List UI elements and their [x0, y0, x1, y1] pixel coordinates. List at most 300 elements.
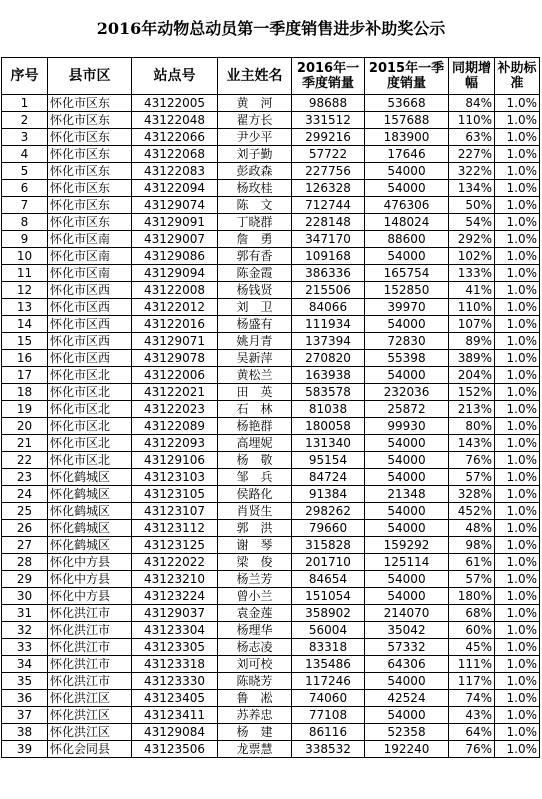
cell-subsidy-rate: 1.0%: [495, 537, 540, 554]
cell-subsidy-rate: 1.0%: [495, 129, 540, 146]
cell-county: 怀化市区南: [48, 265, 132, 282]
cell-growth: 152%: [449, 384, 495, 401]
table-row: [2, 418, 540, 435]
cell-sales-2015: 476306: [365, 197, 449, 214]
table-row: [2, 452, 540, 469]
cell-station: 43129078: [132, 350, 218, 367]
cell-sales-2016: 228148: [292, 214, 365, 231]
cell-county: 怀化鹤城区: [48, 520, 132, 537]
cell-index: 15: [2, 333, 48, 350]
cell-index: 24: [2, 486, 48, 503]
cell-county: 怀化市区东: [48, 129, 132, 146]
cell-subsidy-rate: 1.0%: [495, 231, 540, 248]
cell-subsidy-rate: 1.0%: [495, 639, 540, 656]
cell-county: 怀化鹤城区: [48, 537, 132, 554]
table-header: [2, 58, 540, 95]
cell-owner: 侯路化: [218, 486, 292, 503]
cell-sales-2016: 98688: [292, 95, 365, 112]
cell-subsidy-rate: 1.0%: [495, 248, 540, 265]
cell-station: 43123112: [132, 520, 218, 537]
cell-subsidy-rate: 1.0%: [495, 673, 540, 690]
cell-station: 43129086: [132, 248, 218, 265]
cell-index: 33: [2, 639, 48, 656]
cell-station: 43129094: [132, 265, 218, 282]
table-row: [2, 316, 540, 333]
cell-owner: 陈晓芳: [218, 673, 292, 690]
table-row: [2, 554, 540, 571]
cell-index: 23: [2, 469, 48, 486]
cell-station: 43123107: [132, 503, 218, 520]
cell-county: 怀化中方县: [48, 571, 132, 588]
cell-sales-2016: 163938: [292, 367, 365, 384]
table-row: [2, 707, 540, 724]
cell-sales-2015: 54000: [365, 163, 449, 180]
cell-sales-2016: 74060: [292, 690, 365, 707]
table-row: [2, 282, 540, 299]
header-sales-2015: 2015年一季度销量: [365, 58, 449, 95]
cell-county: 怀化市区东: [48, 112, 132, 129]
cell-station: 43122021: [132, 384, 218, 401]
cell-county: 怀化洪江市: [48, 605, 132, 622]
cell-sales-2015: 148024: [365, 214, 449, 231]
cell-sales-2016: 358902: [292, 605, 365, 622]
cell-index: 10: [2, 248, 48, 265]
cell-county: 怀化鹤城区: [48, 503, 132, 520]
cell-county: 怀化市区西: [48, 299, 132, 316]
cell-station: 43123224: [132, 588, 218, 605]
cell-growth: 80%: [449, 418, 495, 435]
header-sales-2016: 2016年一季度销量: [292, 58, 365, 95]
cell-growth: 322%: [449, 163, 495, 180]
table-row: [2, 639, 540, 656]
cell-growth: 328%: [449, 486, 495, 503]
cell-sales-2016: 180058: [292, 418, 365, 435]
cell-subsidy-rate: 1.0%: [495, 350, 540, 367]
table-row: [2, 129, 540, 146]
cell-owner: 刘子勤: [218, 146, 292, 163]
cell-station: 43123411: [132, 707, 218, 724]
cell-index: 22: [2, 452, 48, 469]
cell-subsidy-rate: 1.0%: [495, 265, 540, 282]
cell-owner: 陈 文: [218, 197, 292, 214]
cell-sales-2016: 84724: [292, 469, 365, 486]
header-growth: 同期增幅: [449, 58, 495, 95]
cell-sales-2016: 84066: [292, 299, 365, 316]
table-row: [2, 469, 540, 486]
cell-station: 43123125: [132, 537, 218, 554]
cell-growth: 50%: [449, 197, 495, 214]
cell-county: 怀化市区东: [48, 214, 132, 231]
table-row: [2, 520, 540, 537]
table-row: [2, 435, 540, 452]
cell-owner: 陈金霞: [218, 265, 292, 282]
cell-owner: 詹 勇: [218, 231, 292, 248]
cell-station: 43122005: [132, 95, 218, 112]
cell-index: 8: [2, 214, 48, 231]
cell-subsidy-rate: 1.0%: [495, 146, 540, 163]
cell-sales-2015: 54000: [365, 571, 449, 588]
cell-subsidy-rate: 1.0%: [495, 95, 540, 112]
cell-index: 38: [2, 724, 48, 741]
cell-owner: 梁 俊: [218, 554, 292, 571]
cell-subsidy-rate: 1.0%: [495, 554, 540, 571]
cell-sales-2015: 54000: [365, 180, 449, 197]
cell-sales-2015: 54000: [365, 469, 449, 486]
cell-owner: 尹少平: [218, 129, 292, 146]
cell-sales-2016: 109168: [292, 248, 365, 265]
cell-subsidy-rate: 1.0%: [495, 384, 540, 401]
cell-sales-2015: 232036: [365, 384, 449, 401]
cell-subsidy-rate: 1.0%: [495, 588, 540, 605]
cell-growth: 54%: [449, 214, 495, 231]
cell-county: 怀化洪江区: [48, 724, 132, 741]
cell-sales-2015: 183900: [365, 129, 449, 146]
cell-county: 怀化市区东: [48, 197, 132, 214]
cell-growth: 110%: [449, 299, 495, 316]
cell-sales-2015: 159292: [365, 537, 449, 554]
cell-owner: 黄松兰: [218, 367, 292, 384]
cell-county: 怀化洪江市: [48, 622, 132, 639]
cell-sales-2016: 81038: [292, 401, 365, 418]
cell-subsidy-rate: 1.0%: [495, 214, 540, 231]
cell-station: 43122083: [132, 163, 218, 180]
cell-county: 怀化市区北: [48, 452, 132, 469]
table-row: [2, 724, 540, 741]
cell-county: 怀化鹤城区: [48, 469, 132, 486]
cell-county: 怀化市区南: [48, 248, 132, 265]
cell-index: 31: [2, 605, 48, 622]
cell-owner: 姚月青: [218, 333, 292, 350]
table-row: [2, 95, 540, 112]
cell-owner: 肖贤生: [218, 503, 292, 520]
table-row: [2, 146, 540, 163]
cell-owner: 袁金莲: [218, 605, 292, 622]
cell-station: 43123210: [132, 571, 218, 588]
cell-index: 26: [2, 520, 48, 537]
cell-sales-2016: 331512: [292, 112, 365, 129]
cell-growth: 110%: [449, 112, 495, 129]
cell-owner: 杨盛有: [218, 316, 292, 333]
cell-station: 43123305: [132, 639, 218, 656]
table-row: [2, 265, 540, 282]
header-subsidy-rate: 补助标准: [495, 58, 540, 95]
cell-sales-2015: 54000: [365, 588, 449, 605]
cell-sales-2016: 201710: [292, 554, 365, 571]
cell-index: 20: [2, 418, 48, 435]
cell-growth: 41%: [449, 282, 495, 299]
cell-county: 怀化市区东: [48, 95, 132, 112]
cell-owner: 杨兰芳: [218, 571, 292, 588]
cell-growth: 76%: [449, 741, 495, 758]
cell-index: 39: [2, 741, 48, 758]
cell-sales-2015: 54000: [365, 248, 449, 265]
cell-sales-2015: 57332: [365, 639, 449, 656]
table-row: [2, 690, 540, 707]
cell-sales-2016: 83318: [292, 639, 365, 656]
cell-owner: 翟方长: [218, 112, 292, 129]
cell-sales-2016: 91384: [292, 486, 365, 503]
cell-station: 43122066: [132, 129, 218, 146]
cell-growth: 89%: [449, 333, 495, 350]
cell-growth: 57%: [449, 571, 495, 588]
cell-sales-2015: 88600: [365, 231, 449, 248]
cell-county: 怀化市区北: [48, 401, 132, 418]
cell-growth: 45%: [449, 639, 495, 656]
cell-growth: 180%: [449, 588, 495, 605]
table-row: [2, 333, 540, 350]
cell-county: 怀化会同县: [48, 741, 132, 758]
cell-growth: 134%: [449, 180, 495, 197]
cell-growth: 43%: [449, 707, 495, 724]
subsidy-table: [1, 57, 540, 758]
table-row: [2, 197, 540, 214]
cell-sales-2015: 192240: [365, 741, 449, 758]
cell-station: 43129106: [132, 452, 218, 469]
cell-sales-2015: 52358: [365, 724, 449, 741]
cell-owner: 刘 卫: [218, 299, 292, 316]
table-row: [2, 384, 540, 401]
cell-station: 43122006: [132, 367, 218, 384]
cell-growth: 107%: [449, 316, 495, 333]
cell-sales-2016: 338532: [292, 741, 365, 758]
cell-index: 27: [2, 537, 48, 554]
cell-county: 怀化洪江区: [48, 690, 132, 707]
cell-sales-2016: 77108: [292, 707, 365, 724]
cell-subsidy-rate: 1.0%: [495, 605, 540, 622]
cell-owner: 曾小兰: [218, 588, 292, 605]
cell-subsidy-rate: 1.0%: [495, 707, 540, 724]
cell-index: 14: [2, 316, 48, 333]
table-row: [2, 673, 540, 690]
cell-station: 43122008: [132, 282, 218, 299]
cell-station: 43122012: [132, 299, 218, 316]
cell-county: 怀化洪江市: [48, 656, 132, 673]
cell-sales-2016: 270820: [292, 350, 365, 367]
cell-station: 43129074: [132, 197, 218, 214]
cell-county: 怀化洪江市: [48, 673, 132, 690]
cell-growth: 98%: [449, 537, 495, 554]
cell-county: 怀化鹤城区: [48, 486, 132, 503]
cell-station: 43123304: [132, 622, 218, 639]
cell-county: 怀化市区北: [48, 384, 132, 401]
cell-index: 5: [2, 163, 48, 180]
table-row: [2, 741, 540, 758]
cell-growth: 61%: [449, 554, 495, 571]
cell-sales-2015: 17646: [365, 146, 449, 163]
table-body: [2, 95, 540, 758]
cell-station: 43122094: [132, 180, 218, 197]
cell-sales-2016: 315828: [292, 537, 365, 554]
cell-growth: 213%: [449, 401, 495, 418]
cell-growth: 204%: [449, 367, 495, 384]
cell-subsidy-rate: 1.0%: [495, 452, 540, 469]
cell-growth: 64%: [449, 724, 495, 741]
cell-owner: 田 英: [218, 384, 292, 401]
cell-county: 怀化市区西: [48, 350, 132, 367]
cell-owner: 高埋妮: [218, 435, 292, 452]
cell-county: 怀化中方县: [48, 588, 132, 605]
cell-growth: 389%: [449, 350, 495, 367]
cell-subsidy-rate: 1.0%: [495, 299, 540, 316]
cell-growth: 76%: [449, 452, 495, 469]
cell-index: 29: [2, 571, 48, 588]
cell-station: 43129007: [132, 231, 218, 248]
cell-sales-2016: 299216: [292, 129, 365, 146]
cell-station: 43129071: [132, 333, 218, 350]
cell-index: 36: [2, 690, 48, 707]
table-row: [2, 112, 540, 129]
cell-station: 43122068: [132, 146, 218, 163]
cell-subsidy-rate: 1.0%: [495, 333, 540, 350]
cell-growth: 84%: [449, 95, 495, 112]
cell-station: 43122048: [132, 112, 218, 129]
cell-sales-2016: 137394: [292, 333, 365, 350]
cell-index: 35: [2, 673, 48, 690]
cell-sales-2016: 86116: [292, 724, 365, 741]
cell-county: 怀化市区东: [48, 180, 132, 197]
cell-sales-2016: 57722: [292, 146, 365, 163]
cell-owner: 鲁 凇: [218, 690, 292, 707]
cell-index: 17: [2, 367, 48, 384]
cell-growth: 68%: [449, 605, 495, 622]
table-row: [2, 622, 540, 639]
cell-owner: 杨 建: [218, 724, 292, 741]
cell-station: 43123330: [132, 673, 218, 690]
cell-sales-2015: 125114: [365, 554, 449, 571]
cell-index: 7: [2, 197, 48, 214]
cell-subsidy-rate: 1.0%: [495, 724, 540, 741]
cell-growth: 227%: [449, 146, 495, 163]
cell-subsidy-rate: 1.0%: [495, 571, 540, 588]
cell-sales-2016: 227756: [292, 163, 365, 180]
cell-station: 43123405: [132, 690, 218, 707]
table-row: [2, 503, 540, 520]
cell-sales-2015: 35042: [365, 622, 449, 639]
table-row: [2, 605, 540, 622]
table-row: [2, 350, 540, 367]
cell-sales-2015: 54000: [365, 673, 449, 690]
cell-sales-2015: 152850: [365, 282, 449, 299]
cell-owner: 丁晓群: [218, 214, 292, 231]
cell-owner: 黄 河: [218, 95, 292, 112]
cell-subsidy-rate: 1.0%: [495, 469, 540, 486]
cell-sales-2015: 42524: [365, 690, 449, 707]
cell-subsidy-rate: 1.0%: [495, 486, 540, 503]
cell-index: 1: [2, 95, 48, 112]
cell-county: 怀化市区西: [48, 282, 132, 299]
cell-station: 43122089: [132, 418, 218, 435]
table-row: [2, 299, 540, 316]
cell-sales-2015: 55398: [365, 350, 449, 367]
header-index: 序号: [2, 58, 48, 95]
cell-county: 怀化市区南: [48, 231, 132, 248]
cell-sales-2015: 99930: [365, 418, 449, 435]
cell-subsidy-rate: 1.0%: [495, 197, 540, 214]
cell-sales-2015: 54000: [365, 367, 449, 384]
table-row: [2, 537, 540, 554]
cell-index: 30: [2, 588, 48, 605]
cell-index: 12: [2, 282, 48, 299]
cell-subsidy-rate: 1.0%: [495, 741, 540, 758]
cell-county: 怀化中方县: [48, 554, 132, 571]
cell-subsidy-rate: 1.0%: [495, 282, 540, 299]
table-row: [2, 588, 540, 605]
cell-owner: 杨 敬: [218, 452, 292, 469]
cell-sales-2016: 135486: [292, 656, 365, 673]
cell-sales-2015: 54000: [365, 316, 449, 333]
cell-county: 怀化洪江市: [48, 639, 132, 656]
cell-sales-2015: 64306: [365, 656, 449, 673]
page-title: 2016年动物总动员第一季度销售进步补助奖公示: [96, 19, 446, 38]
cell-subsidy-rate: 1.0%: [495, 435, 540, 452]
cell-station: 43129091: [132, 214, 218, 231]
cell-station: 43129084: [132, 724, 218, 741]
cell-sales-2015: 39970: [365, 299, 449, 316]
cell-sales-2015: 25872: [365, 401, 449, 418]
cell-sales-2015: 165754: [365, 265, 449, 282]
cell-index: 28: [2, 554, 48, 571]
header-station: 站点号: [132, 58, 218, 95]
cell-owner: 谢 琴: [218, 537, 292, 554]
cell-owner: 邹 兵: [218, 469, 292, 486]
cell-sales-2016: 84654: [292, 571, 365, 588]
cell-growth: 292%: [449, 231, 495, 248]
cell-sales-2016: 79660: [292, 520, 365, 537]
cell-station: 43122093: [132, 435, 218, 452]
cell-growth: 74%: [449, 690, 495, 707]
cell-county: 怀化市区东: [48, 146, 132, 163]
cell-index: 37: [2, 707, 48, 724]
table-row: [2, 401, 540, 418]
cell-index: 4: [2, 146, 48, 163]
cell-station: 43122023: [132, 401, 218, 418]
cell-growth: 133%: [449, 265, 495, 282]
cell-owner: 彭政森: [218, 163, 292, 180]
cell-index: 34: [2, 656, 48, 673]
cell-index: 13: [2, 299, 48, 316]
cell-index: 9: [2, 231, 48, 248]
cell-index: 3: [2, 129, 48, 146]
table-row: [2, 571, 540, 588]
table-row: [2, 656, 540, 673]
table-row: [2, 163, 540, 180]
cell-sales-2016: 215506: [292, 282, 365, 299]
cell-owner: 杨玫桂: [218, 180, 292, 197]
cell-subsidy-rate: 1.0%: [495, 316, 540, 333]
cell-sales-2016: 56004: [292, 622, 365, 639]
cell-index: 18: [2, 384, 48, 401]
cell-owner: 杨钱贤: [218, 282, 292, 299]
cell-sales-2015: 21348: [365, 486, 449, 503]
cell-subsidy-rate: 1.0%: [495, 180, 540, 197]
cell-growth: 143%: [449, 435, 495, 452]
cell-county: 怀化市区北: [48, 367, 132, 384]
cell-sales-2016: 298262: [292, 503, 365, 520]
table-row: [2, 214, 540, 231]
cell-station: 43129037: [132, 605, 218, 622]
cell-sales-2016: 117246: [292, 673, 365, 690]
cell-sales-2016: 347170: [292, 231, 365, 248]
cell-growth: 452%: [449, 503, 495, 520]
cell-subsidy-rate: 1.0%: [495, 367, 540, 384]
cell-subsidy-rate: 1.0%: [495, 622, 540, 639]
cell-growth: 117%: [449, 673, 495, 690]
cell-growth: 60%: [449, 622, 495, 639]
cell-subsidy-rate: 1.0%: [495, 520, 540, 537]
cell-county: 怀化市区西: [48, 333, 132, 350]
cell-sales-2015: 214070: [365, 605, 449, 622]
cell-subsidy-rate: 1.0%: [495, 418, 540, 435]
